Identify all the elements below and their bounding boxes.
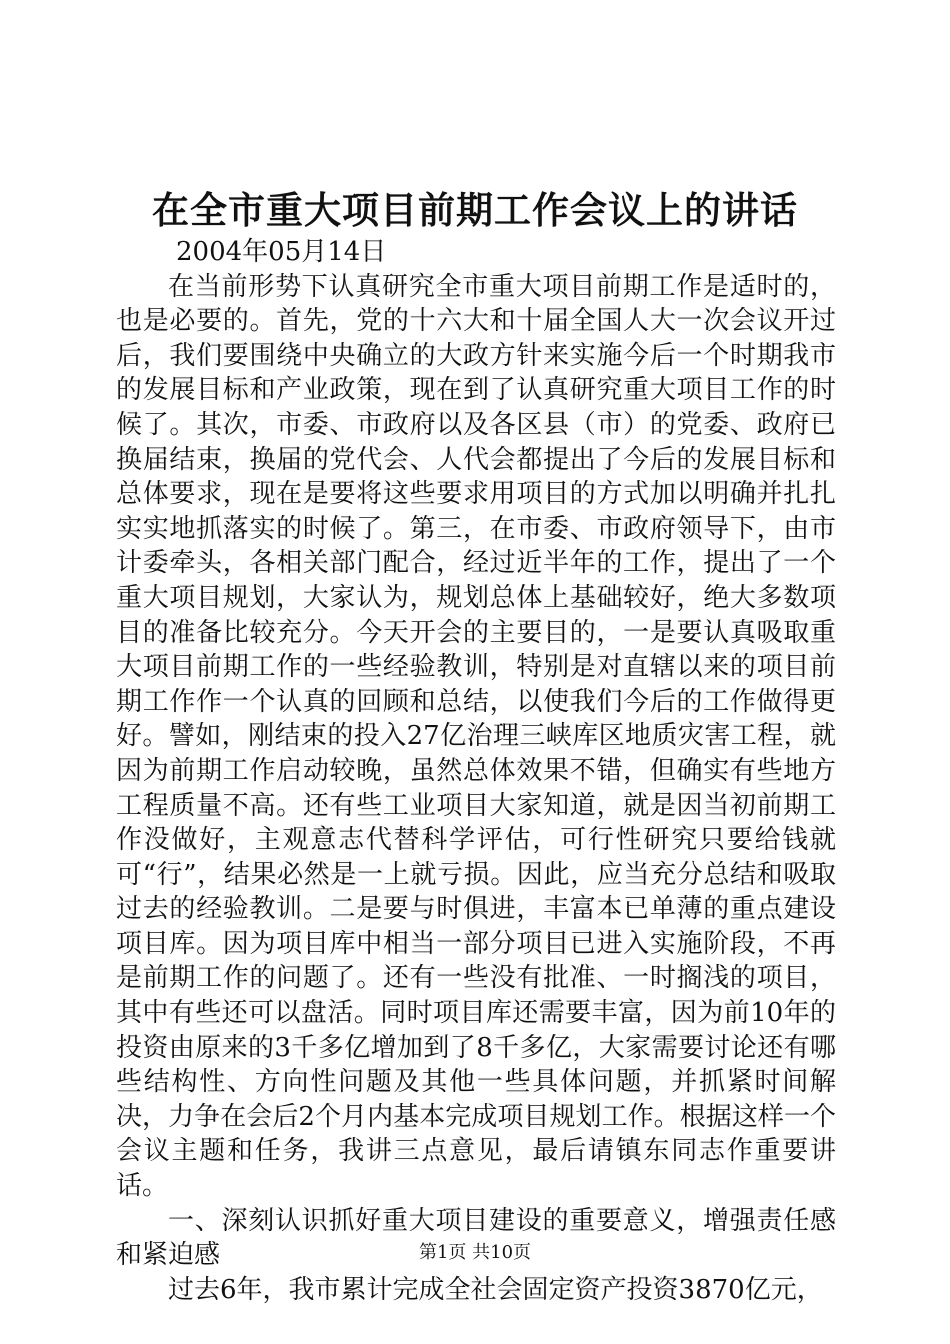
document-title: 在全市重大项目前期工作会议上的讲话 bbox=[152, 188, 798, 232]
paragraph-intro: 在当前形势下认真研究全市重大项目前期工作是适时的，也是必要的。首先，党的十六大和十届全国人大一次会议开过后，我们要围绕中央确立的大政方针来实施今后一个时期我市的发展目标和产业政策，现在到了认真研究重大项目工作的时候了。其次，市委、市政府以及各区县（市）的党委、政府已换届结束，换届的党代会、人代会都提出了今后的发展目标和总体要求，现在是要将这些要求用项目的方式加以明确并扎扎实实地抓落实的时候了。第三，在市委、市政府领导下，由市计委牵头，各相关部门配合，经过近半年的工作，提出了一个重大项目规划，大家认为，规划总体上基础较好，绝大多数项目的准备比较充分。今天开会的主要目的，一是要认真吸取重大项目前期工作的一些经验教训，特别是对直辖以来的项目前期工作作一个认真的回顾和总结，以使我们今后的工作做得更好。譬如，刚结束的投入27亿治理三峡库区地质灾害工程，就因为前期工作启动较晚，虽然总体效果不错，但确实有些地方工程质量不高。还有些工业项目大家知道，就是因当初前期工作没做好，主观意志代替科学评估，可行性研究只要给钱就可“行”，结果必然是一上就亏损。因此，应当充分总结和吸取过去的经验教训。二是要与时俱进，丰富本已单薄的重点建设项目库。因为项目库中相当一部分项目已进入实施阶段，不再是前期工作的问题了。还有一些没有批准、一时搁浅的项目，其中有些还可以盘活。同时项目库还需要丰富，因为前10年的投资由原来的3千多亿增加到了8千多亿，大家需要讨论还有哪些结构性、方向性问题及其他一些具体问题，并抓紧时间解决，力争在会后2个月内基本完成项目规划工作。根据这样一个会议主题和任务，我讲三点意见，最后请镇东同志作重要讲话。 bbox=[116, 271, 836, 1202]
section-heading-1: 一、深刻认识抓好重大项目建设的重要意义，增强责任感和紧迫感 bbox=[116, 1205, 836, 1271]
paragraph-investment: 过去6年，我市累计完成全社会固定资产投资3870亿元， bbox=[168, 1274, 823, 1305]
page-number: 第1页 共10页 bbox=[418, 1242, 532, 1263]
document-date: 2004年05月14日 bbox=[176, 237, 387, 267]
document-body bbox=[116, 235, 836, 1307]
